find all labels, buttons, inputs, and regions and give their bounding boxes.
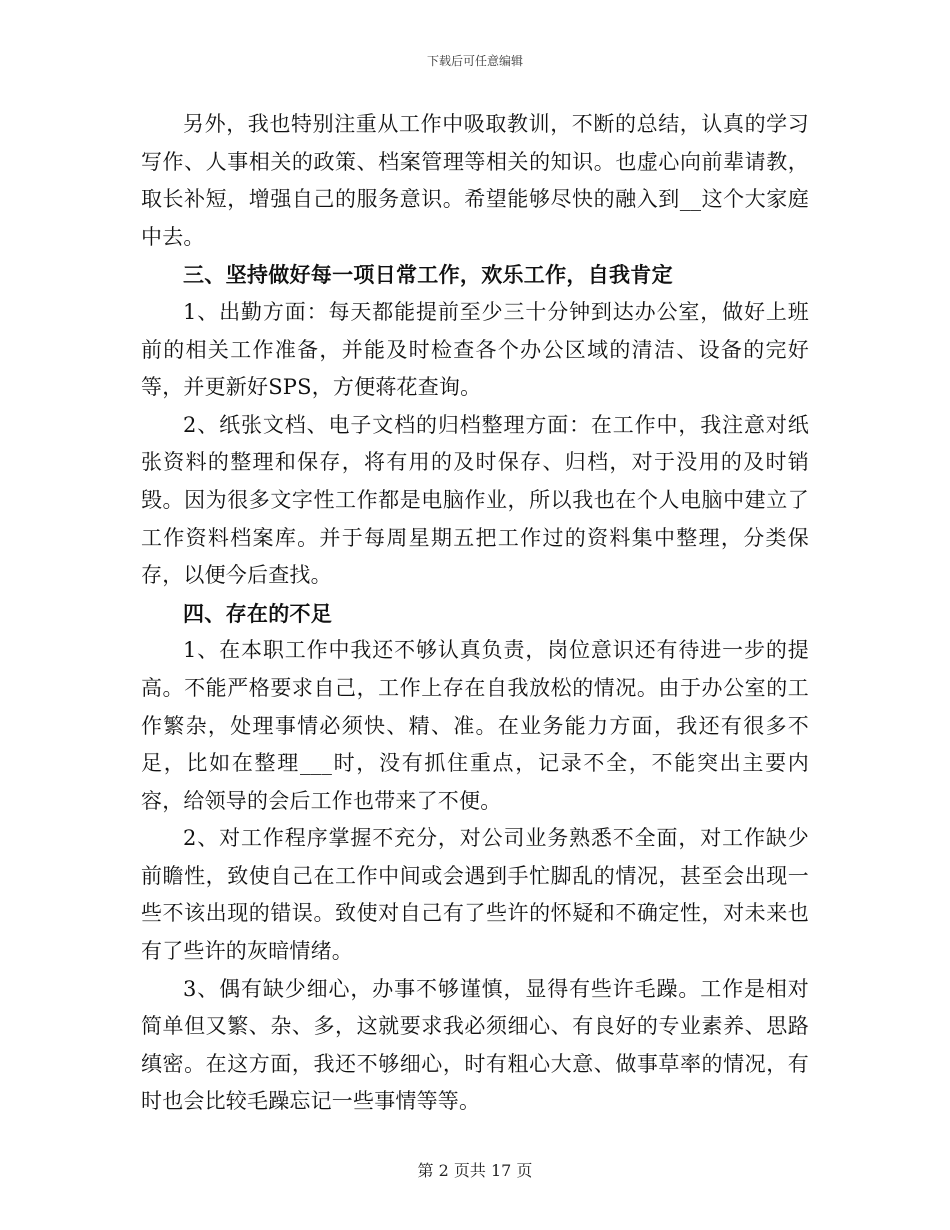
paragraph-shortcoming-1: 1、在本职工作中我还不够认真负责，岗位意识还有待进一步的提高。不能严格要求自己，工作上存在自我放松的情况。由于办公室的工作繁杂，处理事情必须快、精、准。在业务能力方面，我还有很多不足，比如在整理___时，没有抓住重点，记录不全，不能突出主要内容，给领导的会后工作也带来了不便。 [141, 638, 809, 813]
section-heading-shortcomings: 四、存在的不足 [183, 600, 333, 626]
paragraph-shortcoming-3: 3、偶有缺少细心，办事不够谨慎，显得有些许毛躁。工作是相对简单但又繁、杂、多，这就要求我必须细心、有良好的专业素养、思路缜密。在这方面，我还不够细心，时有粗心大意、做事草率的情况，有时也会比较毛躁忘记一些事情等等。 [141, 976, 809, 1114]
document-body [141, 106, 809, 1121]
paragraph-attendance: 1、出勤方面：每天都能提前至少三十分钟到达办公室，做好上班前的相关工作准备，并能及时检查各个办公区域的清洁、设备的完好等，并更新好SPS，方便蒋花查询。 [141, 299, 809, 400]
paragraph-archiving: 2、纸张文档、电子文档的归档整理方面：在工作中，我注意对纸张资料的整理和保存，将有用的及时保存、归档，对于没用的及时销毁。因为很多文字性工作都是电脑作业，所以我也在个人电脑中建立了工作资料档案库。并于每周星期五把工作过的资料集中整理，分类保存，以便今后查找。 [141, 412, 809, 588]
paragraph-shortcoming-2: 2、对工作程序掌握不充分，对公司业务熟悉不全面，对工作缺少前瞻性，致使自己在工作中间或会遇到手忙脚乱的情况，甚至会出现一些不该出现的错误。致使对自己有了些许的怀疑和不确定性，对未来也有了些许的灰暗情绪。 [141, 826, 809, 964]
page-number-footer: 第 2 页共 17 页 [417, 1161, 533, 1180]
page-header: 下载后可任意编辑 [426, 54, 523, 68]
section-heading-daily-work: 三、坚持做好每一项日常工作，欢乐工作，自我肯定 [183, 262, 673, 288]
paragraph-lessons: 另外，我也特别注重从工作中吸取教训，不断的总结，认真的学习写作、人事相关的政策、档案管理等相关的知识。也虚心向前辈请教，取长补短，增强自己的服务意识。希望能够尽快的融入到__这个大家庭中去。 [141, 112, 809, 249]
